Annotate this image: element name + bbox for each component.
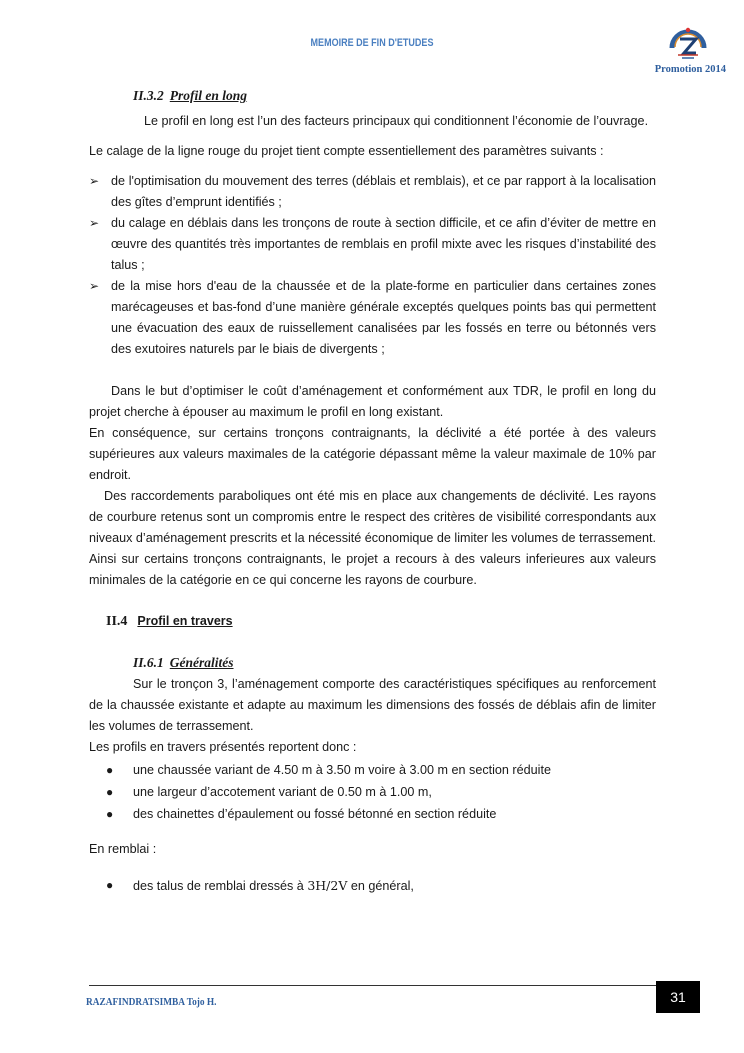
list-item-text: de la mise hors d'eau de la chaussée et de la plate-forme en particulier dans certaines zones marécageuses et bas-fond d’une manière générale exceptés quelques points bas qui permettent une évacuation des eaux de ruissellement canalisées par les fossés en terre ou bétonnés vers des exutoires naturels par le biais de divergents ; — [111, 279, 656, 356]
list-item-text: des talus de remblai dressés à — [133, 879, 304, 893]
footer-author: RAZAFINDRATSIMBA Tojo H. — [86, 996, 217, 1008]
arrow-bullet-icon: ➢ — [89, 279, 100, 293]
section-heading-generalites — [89, 652, 656, 674]
paragraph: En conséquence, sur certains tronçons contraignants, la déclivité a été portée à des valeurs supérieures aux valeurs maximales de la catégorie dépassant même la valeur maximale de 10% par endroit. — [89, 426, 656, 482]
section-title: Profil en travers — [137, 614, 233, 628]
list-item — [89, 759, 656, 781]
paragraph: Les profils en travers présentés reportent donc : — [89, 740, 357, 754]
paragraph: Dans le but d’optimiser le coût d’aménagement et conformément aux TDR, le profil en long du projet cherche à épouser au maximum le profil en long existant. — [89, 384, 656, 419]
list-item — [89, 213, 656, 276]
parameters-list — [89, 171, 656, 360]
profiles-list — [89, 759, 656, 825]
list-item-text: des chainettes d’épaulement ou fossé bétonné en section réduite — [133, 807, 497, 821]
section-number: II.4 — [106, 614, 128, 629]
section-title: Profil en long — [169, 88, 248, 103]
remblai-list — [89, 875, 656, 897]
section-heading-profil-en-travers — [89, 610, 656, 633]
bullet-icon: ● — [106, 807, 114, 821]
header-title: MEMOIRE DE FIN D'ETUDES — [310, 37, 434, 49]
list-item — [89, 171, 656, 213]
page-number: 31 — [656, 981, 700, 1013]
list-item — [89, 276, 656, 360]
paragraph: Le calage de la ligne rouge du projet tient compte essentiellement des paramètres suivants : — [89, 144, 604, 158]
school-emblem-icon — [668, 22, 708, 62]
list-item — [89, 875, 656, 897]
bullet-icon: ● — [106, 763, 114, 777]
section-title: Généralités — [169, 655, 234, 670]
footer-divider — [89, 985, 699, 986]
list-item — [89, 803, 656, 825]
section-number: II.3.2 — [133, 88, 164, 103]
bullet-icon: ● — [106, 785, 114, 799]
arrow-bullet-icon: ➢ — [89, 216, 100, 230]
section-heading-profil-en-long — [89, 85, 656, 107]
list-item-text: une chaussée variant de 4.50 m à 3.50 m voire à 3.00 m en section réduite — [133, 763, 551, 777]
paragraph: Des raccordements paraboliques ont été mis en place aux changements de déclivité. Les rayons de courbure retenus sont un compromis entre le respect des critères de visibilité correspondants aux niveaux d’aménagement prescrits et la nécessité économique de limiter les volumes de terrassement. Ainsi sur certains tronçons contraignants, le projet a recours à des valeurs inferieures aux valeurs minimales de la catégorie en ce qui concerne les rayons de courbure. — [89, 489, 656, 587]
paragraph: Le profil en long est l’un des facteurs principaux qui conditionnent l’économie de l’ouvrage. — [144, 114, 649, 128]
paragraph: Sur le tronçon 3, l’aménagement comporte des caractéristiques spécifiques au renforcement de la chaussée existante et adapte au maximum les dimensions des fossés de déblais afin de limiter les volumes de terrassement. — [89, 677, 656, 733]
paragraph: En remblai : — [89, 842, 157, 856]
arrow-bullet-icon: ➢ — [89, 174, 100, 188]
bullet-icon: ● — [106, 878, 114, 892]
list-item-text: du calage en déblais dans les tronçons de route à section difficile, et ce afin d’éviter de mettre en œuvre des quantités très importantes de remblais en profil mixte avec les risques d’instabilité des talus ; — [111, 216, 656, 272]
list-item-text: une largeur d’accotement variant de 0.50 m à 1.00 m, — [133, 785, 432, 799]
list-item-text: de l'optimisation du mouvement des terres (déblais et remblais), et ce par rapport à la localisation des gîtes d’emprunt identifiés ; — [111, 174, 656, 209]
list-item — [89, 781, 656, 803]
slope-ratio: 3H/2V — [307, 878, 348, 893]
promotion-label: Promotion 2014 — [654, 64, 726, 75]
section-number: II.6.1 — [133, 655, 164, 670]
page-content — [89, 85, 656, 897]
list-item-text: en général, — [350, 879, 414, 893]
